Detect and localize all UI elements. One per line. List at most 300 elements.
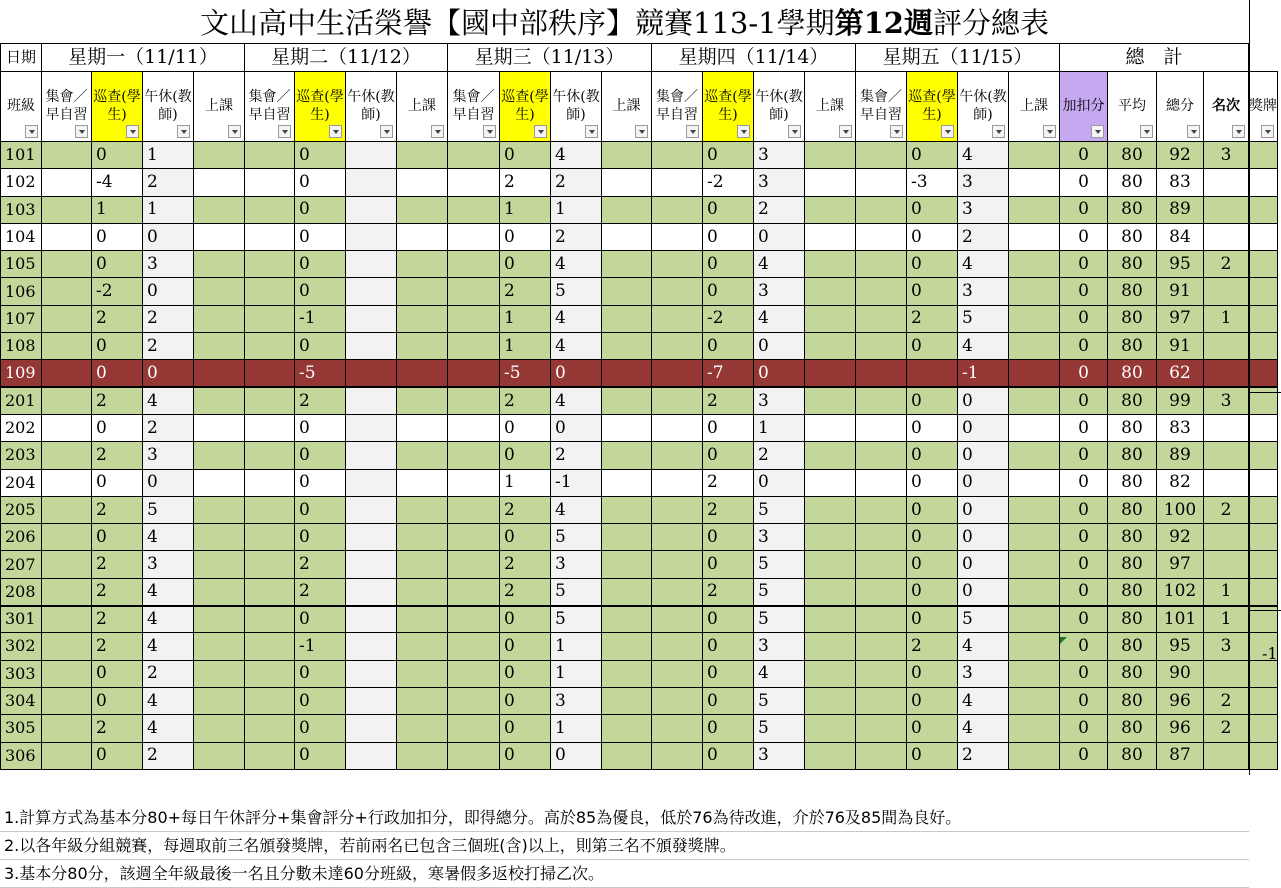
class-session-cell[interactable]	[1009, 606, 1060, 633]
assembly-cell[interactable]	[245, 660, 295, 687]
nap-cell[interactable]: 0	[143, 223, 194, 250]
class-session-cell[interactable]	[805, 196, 856, 223]
bonus-cell[interactable]: 0	[1060, 251, 1108, 278]
nap-cell[interactable]	[346, 742, 397, 769]
patrol-cell[interactable]: 0	[295, 278, 346, 305]
patrol-cell[interactable]: 0	[500, 742, 551, 769]
class-session-cell[interactable]	[194, 414, 245, 441]
average-cell[interactable]: 80	[1108, 414, 1157, 441]
patrol-cell[interactable]: 0	[703, 196, 754, 223]
patrol-cell[interactable]: 0	[92, 687, 143, 714]
patrol-cell[interactable]: 0	[295, 687, 346, 714]
average-cell[interactable]: 80	[1108, 360, 1157, 387]
rank-cell[interactable]: 1	[1204, 578, 1249, 605]
class-session-cell[interactable]	[397, 360, 448, 387]
nap-cell[interactable]: 4	[958, 142, 1009, 169]
patrol-cell[interactable]	[907, 360, 958, 387]
class-session-cell[interactable]	[397, 169, 448, 196]
rank-cell[interactable]: 2	[1204, 715, 1249, 742]
assembly-cell[interactable]	[448, 660, 500, 687]
nap-cell[interactable]: 0	[958, 469, 1009, 496]
filter-dropdown-icon[interactable]	[1261, 125, 1274, 138]
nap-cell[interactable]: 3	[958, 278, 1009, 305]
class-session-cell[interactable]	[397, 578, 448, 605]
assembly-cell[interactable]	[856, 196, 907, 223]
medal-cell[interactable]	[1249, 660, 1278, 687]
class-session-cell[interactable]	[397, 196, 448, 223]
class-session-cell[interactable]	[194, 687, 245, 714]
filter-dropdown-icon[interactable]	[635, 125, 648, 138]
assembly-cell[interactable]	[42, 578, 92, 605]
nap-cell[interactable]: 0	[958, 414, 1009, 441]
patrol-cell[interactable]: 0	[92, 742, 143, 769]
assembly-cell[interactable]	[42, 660, 92, 687]
class-cell[interactable]: 104	[1, 223, 42, 250]
patrol-cell[interactable]: 0	[500, 142, 551, 169]
patrol-cell[interactable]: 0	[295, 742, 346, 769]
total-score-cell[interactable]: 99	[1157, 387, 1204, 414]
rank-cell[interactable]	[1204, 524, 1249, 551]
class-session-cell[interactable]	[805, 360, 856, 387]
assembly-cell[interactable]	[856, 687, 907, 714]
class-session-cell[interactable]	[194, 387, 245, 414]
patrol-cell[interactable]: 0	[907, 496, 958, 523]
patrol-cell[interactable]: 0	[500, 715, 551, 742]
class-cell[interactable]: 305	[1, 715, 42, 742]
average-cell[interactable]: 80	[1108, 278, 1157, 305]
total-score-cell[interactable]: 97	[1157, 305, 1204, 332]
filter-dropdown-icon[interactable]	[25, 125, 38, 138]
average-cell[interactable]: 80	[1108, 496, 1157, 523]
patrol-cell[interactable]: 2	[500, 578, 551, 605]
patrol-cell[interactable]: 0	[907, 442, 958, 469]
nap-cell[interactable]: 4	[551, 333, 602, 360]
nap-cell[interactable]: 2	[551, 169, 602, 196]
nap-cell[interactable]: 4	[754, 660, 805, 687]
assembly-cell[interactable]	[856, 387, 907, 414]
filter-dropdown-icon[interactable]	[788, 125, 801, 138]
bonus-cell[interactable]: 0	[1060, 360, 1108, 387]
nap-cell[interactable]	[346, 196, 397, 223]
assembly-cell[interactable]	[856, 578, 907, 605]
nap-cell[interactable]: 2	[958, 223, 1009, 250]
bonus-cell[interactable]: 0	[1060, 715, 1108, 742]
patrol-cell[interactable]: 2	[703, 578, 754, 605]
class-session-cell[interactable]	[602, 551, 652, 578]
nap-cell[interactable]: 2	[143, 660, 194, 687]
patrol-cell[interactable]: 2	[500, 496, 551, 523]
patrol-cell[interactable]: 0	[907, 551, 958, 578]
class-session-cell[interactable]	[805, 742, 856, 769]
nap-cell[interactable]: 3	[551, 687, 602, 714]
nap-cell[interactable]: 2	[754, 196, 805, 223]
assembly-cell[interactable]	[652, 578, 703, 605]
class-session-cell[interactable]	[397, 142, 448, 169]
class-session-cell[interactable]	[1009, 742, 1060, 769]
filter-dropdown-icon[interactable]	[431, 125, 444, 138]
class-session-cell[interactable]	[397, 633, 448, 660]
class-session-cell[interactable]	[397, 442, 448, 469]
assembly-cell[interactable]	[448, 196, 500, 223]
patrol-cell[interactable]: 0	[907, 414, 958, 441]
assembly-cell[interactable]	[652, 687, 703, 714]
class-session-cell[interactable]	[805, 578, 856, 605]
nap-cell[interactable]: 3	[551, 551, 602, 578]
nap-cell[interactable]: 4	[143, 578, 194, 605]
bonus-cell[interactable]: 0	[1060, 469, 1108, 496]
class-session-cell[interactable]	[602, 196, 652, 223]
total-score-cell[interactable]: 83	[1157, 169, 1204, 196]
class-session-cell[interactable]	[1009, 305, 1060, 332]
medal-cell[interactable]	[1249, 442, 1278, 469]
assembly-cell[interactable]	[856, 305, 907, 332]
nap-cell[interactable]: 3	[754, 169, 805, 196]
assembly-cell[interactable]	[245, 169, 295, 196]
patrol-cell[interactable]: 2	[703, 387, 754, 414]
assembly-cell[interactable]	[652, 496, 703, 523]
assembly-cell[interactable]	[448, 578, 500, 605]
nap-cell[interactable]	[346, 606, 397, 633]
patrol-cell[interactable]: 2	[92, 578, 143, 605]
patrol-cell[interactable]: 0	[907, 469, 958, 496]
total-score-cell[interactable]: 83	[1157, 414, 1204, 441]
nap-cell[interactable]	[346, 414, 397, 441]
assembly-cell[interactable]	[448, 169, 500, 196]
class-session-cell[interactable]	[194, 305, 245, 332]
nap-cell[interactable]: 4	[958, 633, 1009, 660]
class-session-cell[interactable]	[805, 633, 856, 660]
medal-cell[interactable]	[1249, 360, 1278, 387]
rank-cell[interactable]	[1204, 333, 1249, 360]
nap-cell[interactable]: 5	[143, 496, 194, 523]
class-cell[interactable]: 101	[1, 142, 42, 169]
patrol-cell[interactable]: 0	[92, 251, 143, 278]
medal-cell[interactable]	[1249, 223, 1278, 250]
class-session-cell[interactable]	[397, 742, 448, 769]
class-session-cell[interactable]	[194, 360, 245, 387]
nap-cell[interactable]: 2	[143, 333, 194, 360]
class-session-cell[interactable]	[397, 606, 448, 633]
total-score-cell[interactable]: 87	[1157, 742, 1204, 769]
patrol-cell[interactable]: 2	[92, 633, 143, 660]
nap-cell[interactable]: 0	[958, 442, 1009, 469]
class-cell[interactable]: 201	[1, 387, 42, 414]
assembly-cell[interactable]	[245, 606, 295, 633]
assembly-cell[interactable]	[448, 360, 500, 387]
class-cell[interactable]: 306	[1, 742, 42, 769]
nap-cell[interactable]: 3	[958, 660, 1009, 687]
patrol-cell[interactable]: 0	[907, 196, 958, 223]
filter-dropdown-icon[interactable]	[839, 125, 852, 138]
patrol-cell[interactable]: 1	[500, 305, 551, 332]
class-session-cell[interactable]	[1009, 169, 1060, 196]
filter-dropdown-icon[interactable]	[534, 125, 547, 138]
rank-cell[interactable]: 2	[1204, 687, 1249, 714]
patrol-cell[interactable]: -1	[295, 633, 346, 660]
class-session-cell[interactable]	[397, 687, 448, 714]
class-session-cell[interactable]	[805, 251, 856, 278]
patrol-cell[interactable]: 2	[92, 496, 143, 523]
rank-cell[interactable]	[1204, 742, 1249, 769]
class-cell[interactable]: 303	[1, 660, 42, 687]
rank-cell[interactable]	[1204, 223, 1249, 250]
average-cell[interactable]: 80	[1108, 387, 1157, 414]
bonus-cell[interactable]: 0	[1060, 551, 1108, 578]
class-session-cell[interactable]	[602, 333, 652, 360]
bonus-cell[interactable]: 0	[1060, 333, 1108, 360]
average-cell[interactable]: 80	[1108, 196, 1157, 223]
nap-cell[interactable]: -1	[958, 360, 1009, 387]
nap-cell[interactable]: 1	[551, 633, 602, 660]
medal-cell[interactable]	[1249, 687, 1278, 714]
medal-cell[interactable]	[1249, 251, 1278, 278]
nap-cell[interactable]	[346, 387, 397, 414]
nap-cell[interactable]: 3	[754, 142, 805, 169]
class-session-cell[interactable]	[397, 305, 448, 332]
patrol-cell[interactable]: 0	[500, 223, 551, 250]
nap-cell[interactable]: 2	[958, 742, 1009, 769]
class-session-cell[interactable]	[1009, 687, 1060, 714]
class-session-cell[interactable]	[1009, 387, 1060, 414]
assembly-cell[interactable]	[42, 333, 92, 360]
average-cell[interactable]: 80	[1108, 742, 1157, 769]
patrol-cell[interactable]: 2	[92, 387, 143, 414]
class-session-cell[interactable]	[602, 142, 652, 169]
nap-cell[interactable]: 1	[551, 660, 602, 687]
nap-cell[interactable]: 0	[958, 387, 1009, 414]
assembly-cell[interactable]	[448, 496, 500, 523]
filter-dropdown-icon[interactable]	[1043, 125, 1056, 138]
patrol-cell[interactable]: 0	[500, 442, 551, 469]
total-score-cell[interactable]: 92	[1157, 142, 1204, 169]
nap-cell[interactable]: 1	[551, 715, 602, 742]
assembly-cell[interactable]	[448, 251, 500, 278]
patrol-cell[interactable]: 0	[500, 606, 551, 633]
assembly-cell[interactable]	[42, 169, 92, 196]
assembly-cell[interactable]	[245, 469, 295, 496]
patrol-cell[interactable]: 0	[295, 223, 346, 250]
average-cell[interactable]: 80	[1108, 633, 1157, 660]
nap-cell[interactable]: 0	[143, 469, 194, 496]
patrol-cell[interactable]: 0	[907, 223, 958, 250]
patrol-cell[interactable]: 0	[703, 633, 754, 660]
filter-dropdown-icon[interactable]	[941, 125, 954, 138]
patrol-cell[interactable]: 0	[907, 660, 958, 687]
assembly-cell[interactable]	[245, 633, 295, 660]
bonus-cell[interactable]: 0	[1060, 660, 1108, 687]
assembly-cell[interactable]	[42, 606, 92, 633]
class-session-cell[interactable]	[602, 278, 652, 305]
assembly-cell[interactable]	[448, 551, 500, 578]
medal-cell[interactable]	[1249, 278, 1278, 305]
class-session-cell[interactable]	[1009, 469, 1060, 496]
average-cell[interactable]: 80	[1108, 442, 1157, 469]
nap-cell[interactable]: 4	[143, 687, 194, 714]
assembly-cell[interactable]	[42, 142, 92, 169]
assembly-cell[interactable]	[42, 196, 92, 223]
patrol-cell[interactable]: 0	[92, 414, 143, 441]
nap-cell[interactable]: 4	[551, 251, 602, 278]
medal-cell[interactable]	[1249, 469, 1278, 496]
total-score-cell[interactable]: 96	[1157, 715, 1204, 742]
class-cell[interactable]: 103	[1, 196, 42, 223]
rank-cell[interactable]: 3	[1204, 633, 1249, 660]
class-session-cell[interactable]	[194, 496, 245, 523]
filter-dropdown-icon[interactable]	[329, 125, 342, 138]
patrol-cell[interactable]: 2	[907, 305, 958, 332]
class-session-cell[interactable]	[397, 333, 448, 360]
class-session-cell[interactable]	[194, 524, 245, 551]
assembly-cell[interactable]	[856, 551, 907, 578]
class-session-cell[interactable]	[602, 524, 652, 551]
nap-cell[interactable]: 3	[754, 633, 805, 660]
medal-cell[interactable]	[1249, 169, 1278, 196]
rank-cell[interactable]: 2	[1204, 251, 1249, 278]
class-session-cell[interactable]	[602, 633, 652, 660]
class-session-cell[interactable]	[397, 278, 448, 305]
nap-cell[interactable]: 4	[754, 305, 805, 332]
nap-cell[interactable]	[346, 251, 397, 278]
class-cell[interactable]: 304	[1, 687, 42, 714]
class-session-cell[interactable]	[805, 606, 856, 633]
patrol-cell[interactable]: 0	[500, 414, 551, 441]
assembly-cell[interactable]	[856, 223, 907, 250]
assembly-cell[interactable]	[856, 633, 907, 660]
class-session-cell[interactable]	[805, 660, 856, 687]
patrol-cell[interactable]: 0	[907, 278, 958, 305]
class-session-cell[interactable]	[194, 251, 245, 278]
nap-cell[interactable]	[346, 469, 397, 496]
class-cell[interactable]: 208	[1, 578, 42, 605]
filter-dropdown-icon[interactable]	[686, 125, 699, 138]
bonus-cell[interactable]: 0	[1060, 223, 1108, 250]
rank-cell[interactable]: 3	[1204, 387, 1249, 414]
class-session-cell[interactable]	[805, 442, 856, 469]
assembly-cell[interactable]	[245, 578, 295, 605]
assembly-cell[interactable]	[245, 442, 295, 469]
assembly-cell[interactable]	[245, 196, 295, 223]
assembly-cell[interactable]	[856, 606, 907, 633]
nap-cell[interactable]: 2	[551, 442, 602, 469]
nap-cell[interactable]: 4	[551, 305, 602, 332]
class-session-cell[interactable]	[602, 578, 652, 605]
assembly-cell[interactable]	[448, 305, 500, 332]
assembly-cell[interactable]	[652, 251, 703, 278]
assembly-cell[interactable]	[448, 524, 500, 551]
patrol-cell[interactable]: 0	[295, 169, 346, 196]
class-session-cell[interactable]	[602, 496, 652, 523]
average-cell[interactable]: 80	[1108, 578, 1157, 605]
nap-cell[interactable]	[346, 223, 397, 250]
patrol-cell[interactable]: 0	[295, 196, 346, 223]
patrol-cell[interactable]: 0	[92, 360, 143, 387]
filter-dropdown-icon[interactable]	[1232, 125, 1245, 138]
patrol-cell[interactable]: 1	[92, 196, 143, 223]
patrol-cell[interactable]: -2	[92, 278, 143, 305]
class-session-cell[interactable]	[602, 660, 652, 687]
class-session-cell[interactable]	[397, 660, 448, 687]
assembly-cell[interactable]	[652, 633, 703, 660]
assembly-cell[interactable]	[245, 251, 295, 278]
filter-dropdown-icon[interactable]	[126, 125, 139, 138]
assembly-cell[interactable]	[652, 606, 703, 633]
assembly-cell[interactable]	[652, 169, 703, 196]
patrol-cell[interactable]: 0	[907, 524, 958, 551]
nap-cell[interactable]	[346, 551, 397, 578]
average-cell[interactable]: 80	[1108, 551, 1157, 578]
class-session-cell[interactable]	[194, 333, 245, 360]
class-cell[interactable]: 202	[1, 414, 42, 441]
filter-dropdown-icon[interactable]	[483, 125, 496, 138]
nap-cell[interactable]: 4	[143, 606, 194, 633]
nap-cell[interactable]: 5	[754, 687, 805, 714]
class-session-cell[interactable]	[194, 742, 245, 769]
assembly-cell[interactable]	[856, 742, 907, 769]
class-session-cell[interactable]	[1009, 251, 1060, 278]
assembly-cell[interactable]	[856, 360, 907, 387]
nap-cell[interactable]	[346, 715, 397, 742]
class-cell[interactable]: 106	[1, 278, 42, 305]
medal-cell[interactable]	[1249, 333, 1278, 360]
assembly-cell[interactable]	[245, 496, 295, 523]
bonus-cell[interactable]: 0	[1060, 305, 1108, 332]
patrol-cell[interactable]: 2	[295, 551, 346, 578]
patrol-cell[interactable]: 2	[703, 496, 754, 523]
patrol-cell[interactable]: 0	[500, 687, 551, 714]
patrol-cell[interactable]: 0	[500, 524, 551, 551]
class-session-cell[interactable]	[805, 223, 856, 250]
average-cell[interactable]: 80	[1108, 142, 1157, 169]
bonus-cell[interactable]: 0	[1060, 278, 1108, 305]
class-session-cell[interactable]	[1009, 496, 1060, 523]
assembly-cell[interactable]	[652, 660, 703, 687]
class-session-cell[interactable]	[805, 414, 856, 441]
class-session-cell[interactable]	[397, 715, 448, 742]
patrol-cell[interactable]: 0	[703, 251, 754, 278]
patrol-cell[interactable]: 0	[295, 715, 346, 742]
bonus-cell[interactable]: 0	[1060, 742, 1108, 769]
assembly-cell[interactable]	[856, 169, 907, 196]
assembly-cell[interactable]	[42, 387, 92, 414]
class-session-cell[interactable]	[397, 387, 448, 414]
nap-cell[interactable]: 2	[143, 742, 194, 769]
patrol-cell[interactable]: -7	[703, 360, 754, 387]
nap-cell[interactable]: 4	[958, 251, 1009, 278]
class-session-cell[interactable]	[397, 524, 448, 551]
nap-cell[interactable]	[346, 442, 397, 469]
assembly-cell[interactable]	[245, 333, 295, 360]
nap-cell[interactable]: 3	[754, 278, 805, 305]
nap-cell[interactable]: 5	[551, 606, 602, 633]
average-cell[interactable]: 80	[1108, 715, 1157, 742]
patrol-cell[interactable]: -2	[703, 305, 754, 332]
nap-cell[interactable]	[346, 169, 397, 196]
class-session-cell[interactable]	[397, 496, 448, 523]
class-session-cell[interactable]	[1009, 524, 1060, 551]
class-cell[interactable]: 206	[1, 524, 42, 551]
class-session-cell[interactable]	[1009, 360, 1060, 387]
class-session-cell[interactable]	[602, 442, 652, 469]
class-session-cell[interactable]	[1009, 442, 1060, 469]
assembly-cell[interactable]	[245, 551, 295, 578]
assembly-cell[interactable]	[448, 142, 500, 169]
patrol-cell[interactable]: 0	[92, 333, 143, 360]
class-session-cell[interactable]	[194, 142, 245, 169]
class-cell[interactable]: 301	[1, 606, 42, 633]
class-session-cell[interactable]	[602, 387, 652, 414]
nap-cell[interactable]: 4	[143, 387, 194, 414]
class-session-cell[interactable]	[397, 251, 448, 278]
